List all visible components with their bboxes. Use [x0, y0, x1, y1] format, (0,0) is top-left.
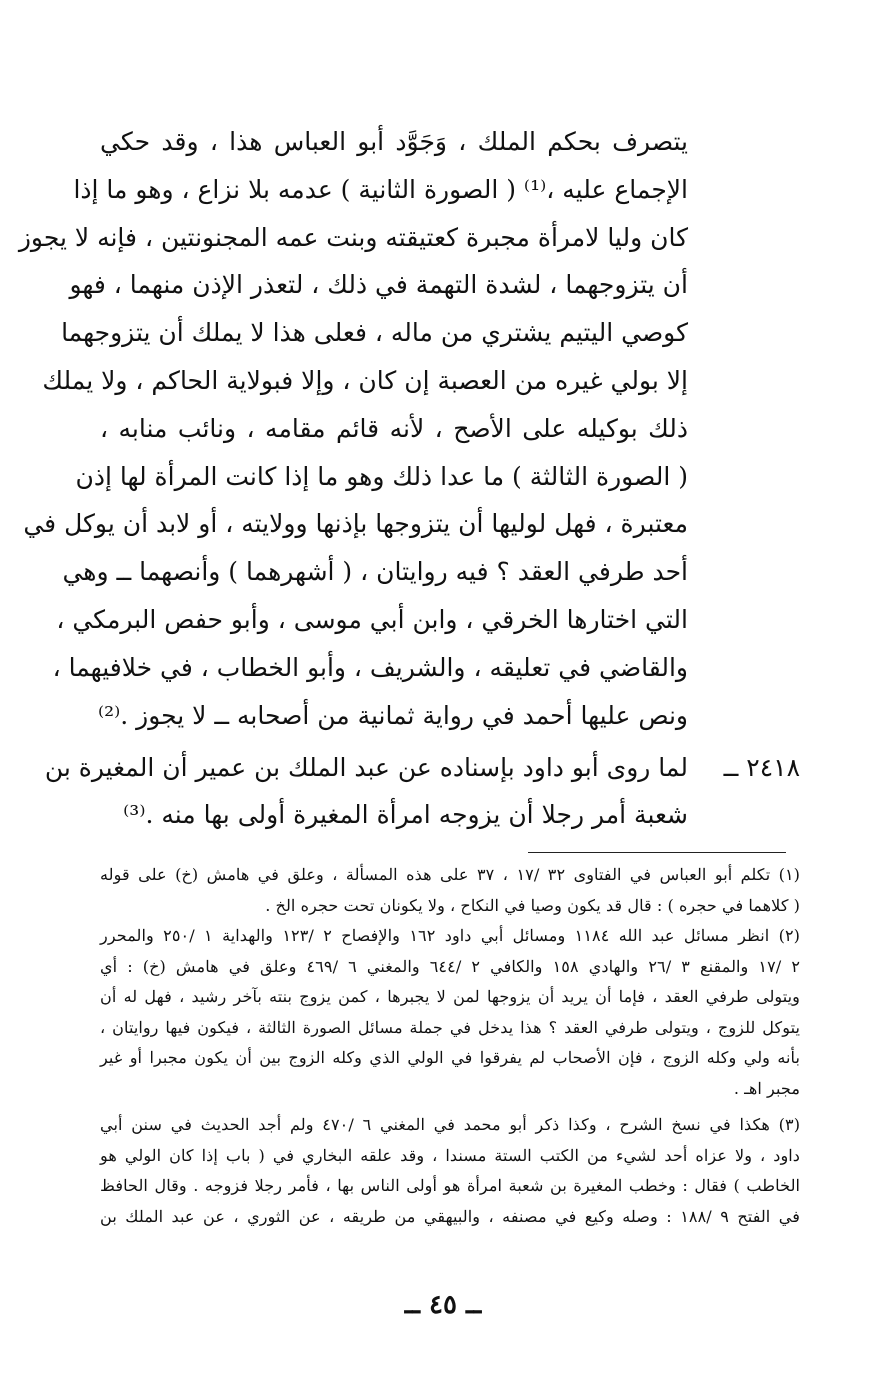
footnote-2 [100, 921, 800, 1104]
page-number: ــ ٤٥ ــ [404, 1290, 482, 1320]
footnote-line: ٢ /١٧ والمقنع ٣ /٢٦ والهادي ١٥٨ والكافي ٢ /٦٤٤ والمغني ٦ /٤٦٩ وعلق في هامش (خ) : أي [100, 956, 801, 976]
body-line: والقاضي في تعليقه ، والشريف ، وأبو الخطاب ، في خلافيهما ، [52, 652, 688, 682]
body-line: ( الصورة الثالثة ) ما عدا ذلك وهو ما إذا كانت المرأة لها إذن [75, 461, 688, 491]
body-line: أن يتزوجهما ، لشدة التهمة في ذلك ، لتعذر الإذن منهما ، فهو [69, 270, 688, 300]
body-line: كوصي اليتيم يشتري من ماله ، فعلى هذا لا يملك أن يتزوجهما [61, 318, 688, 348]
hadith-entry [44, 744, 800, 838]
hadith-number: ٢٤١٨ ــ [723, 753, 800, 782]
body-line: أحد طرفي العقد ؟ فيه روايتان ، ( أشهرهما ) وأنصهما ــ وهي [62, 557, 688, 587]
footnote-line: ويتولى طرفي العقد ، فإما أن يريد أن يزوجها لمن لا يجبرها ، كمن يزوج بنته بآخر رشيد ، فهل له أن [100, 987, 800, 1006]
hadith-text [44, 744, 688, 838]
footnote-line: مجبر اهـ . [733, 1078, 800, 1098]
body-line: التي اختارها الخرقي ، وابن أبي موسى ، وأبو حفص البرمكي ، [56, 604, 688, 634]
footnotes-block [100, 860, 800, 1232]
body-line: معتبرة ، فهل لوليها أن يتزوجها بإذنها وولايته ، أو لابد أن يوكل في [23, 509, 688, 539]
hadith-line: لما روى أبو داود بإسناده عن عبد الملك بن عمير أن المغيرة بن [44, 753, 688, 782]
main-text-block [18, 118, 688, 739]
footnote-line: في الفتح ٩ /١٨٨ : وصله وكيع في مصنفه ، والبيهقي من طريقه ، عن الثوري ، عن عبد الملك بن [100, 1206, 800, 1226]
body-line: إلا بولي غيره من العصبة إن كان ، وإلا فبولاية الحاكم ، ولا يملك [42, 365, 688, 395]
body-line: ذلك بوكيله على الأصح ، لأنه قائم مقامه ، ونائب منابه ، [100, 413, 688, 443]
footnote-3 [100, 1110, 800, 1232]
footnote-line: بأنه ولي وكله الزوج ، فإن الأصحاب لم يفرقوا في الولي الذي وكله الزوج بين أن يكون مجبرا أو غير [100, 1048, 800, 1067]
footnote-line: يتوكل للزوج ، ويتولى طرفي العقد ؟ هذا يدخل في جملة مسائل الصورة الثالثة ، فيكون فيها روايتان ، [100, 1017, 800, 1037]
footnote-line: (٢) انظر مسائل عبد الله ١١٨٤ ومسائل أبي داود ١٦٢ والإفصاح ٢ /١٢٣ والهداية ١ /٢٥٠ والمحرر [100, 926, 800, 945]
body-line: كان وليا لامرأة مجبرة كعتيقته وبنت عمه المجنونتين ، فإنه لا يجوز [18, 222, 688, 252]
footnote-divider [528, 852, 786, 853]
footnote-line: (٣) هكذا في نسخ الشرح ، وكذا ذكر أبو محمد في المغني ٦ /٤٧٠ ولم أجد الحديث في سنن أبي [100, 1115, 801, 1134]
hadith-line: شعبة أمر رجلا أن يزوجه امرأة المغيرة أولى بها منه .⁽³⁾ [123, 800, 688, 829]
footnote-line: داود ، ولا عزاه أحد لشيء من الكتب الستة مسندا ، وقد علقه البخاري في ( باب إذا كان الولي هو [100, 1145, 800, 1165]
footnote-1 [100, 860, 800, 921]
body-line: ونص عليها أحمد في رواية ثمانية من أصحابه ــ لا يجوز .⁽²⁾ [97, 700, 688, 730]
body-line: الإجماع عليه ،⁽¹⁾ ( الصورة الثانية ) عدمه بلا نزاع ، وهو ما إذا [73, 174, 688, 204]
footnote-line: الخاطب ) فقال : وخطب المغيرة بن شعبة امرأة هو أولى الناس بها ، فأمر رجلا فزوجه . وقال الحافظ [100, 1176, 800, 1195]
footnote-line: (١) تكلم أبو العباس في الفتاوى ٣٢ /١٧ ، ٣٧ على هذه المسألة ، وعلق في هامش (خ) على قوله [100, 865, 800, 884]
footnote-line: ( كلاهما في حجره ) : قال قد يكون وصيا في النكاح ، ولا يكونان تحت حجره الخ . [265, 895, 800, 915]
body-line: يتصرف بحكم الملك ، وَجَوَّد أبو العباس هذا ، وقد حكي [100, 127, 688, 156]
